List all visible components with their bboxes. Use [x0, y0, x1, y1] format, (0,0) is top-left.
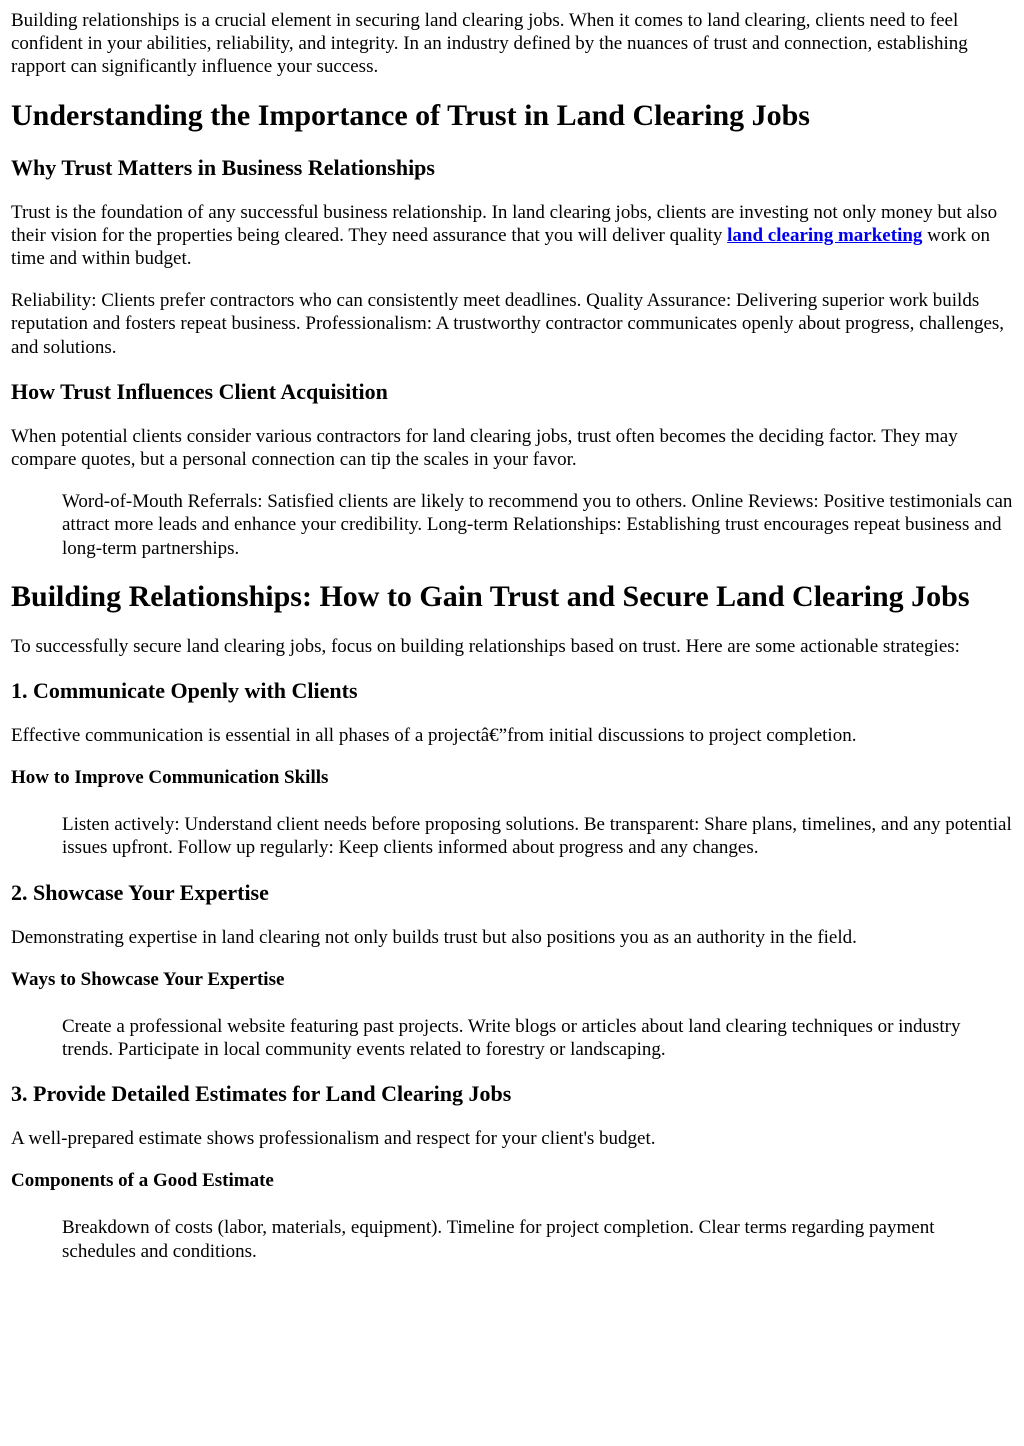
sub1-heading: Why Trust Matters in Business Relationships	[11, 154, 435, 180]
section2-intro-paragraph: To successfully secure land clearing jobs, focus on building relationships based on trust. Here are some actionable strategies:	[11, 635, 960, 657]
trust-paragraph-start: Trust is the foundation of any successful business relationship. In land clearing jobs, clients are investing not only money but also their vision for the properties being cleared. They need assurance that you will deliver quality	[11, 201, 998, 246]
step1-paragraph: Effective communication is essential in all phases of a projectâ€”from initial discussions to project completion.	[11, 725, 857, 747]
step3-subheading: Components of a Good Estimate	[11, 1170, 274, 1192]
step2-quote: Create a professional website featuring past projects. Write blogs or articles about land clearing techniques or industry trends. Participate in local community events related to forestry or landscaping.	[62, 1015, 961, 1061]
step2-paragraph: Demonstrating expertise in land clearing not only builds trust but also positions you as an authority in the field.	[11, 926, 857, 948]
trust-paragraph-end: work on time and within budget.	[11, 224, 990, 270]
step3-paragraph: A well-prepared estimate shows professionalism and respect for your client's budget.	[11, 1128, 656, 1150]
intro-paragraph: Building relationships is a crucial element in securing land clearing jobs. When it comes to land clearing, clients need to feel confident in your abilities, reliability, and integrity. In an industry defined by the nuances of trust and connection, establishing rapport can significantly influence your success.	[11, 10, 968, 78]
step3-heading: 3. Provide Detailed Estimates for Land Clearing Jobs	[11, 1081, 512, 1107]
land-clearing-marketing-link[interactable]: land clearing marketing	[727, 224, 923, 246]
section1-heading: Understanding the Importance of Trust in Land Clearing Jobs	[11, 98, 810, 132]
step1-quote: Listen actively: Understand client needs before proposing solutions. Be transparent: Share plans, timelines, and any potential issues upfront. Follow up regularly: Keep clients informed about progress and any changes.	[62, 814, 1012, 859]
step2-subheading: Ways to Showcase Your Expertise	[11, 968, 285, 990]
step1-heading: 1. Communicate Openly with Clients	[11, 678, 358, 704]
trust-paragraph	[11, 201, 1013, 271]
sub2-heading: How Trust Influences Client Acquisition	[11, 378, 388, 404]
step2-heading: 2. Showcase Your Expertise	[11, 879, 269, 905]
section2-heading: Building Relationships: How to Gain Trust and Secure Land Clearing Jobs	[11, 579, 970, 613]
referrals-quote: Word-of-Mouth Referrals: Satisfied clients are likely to recommend you to others. Online Reviews: Positive testimonials can attract more leads and enhance your credibility. Long-term Relationships: Establishing trust encourages repeat business and long-term partnerships.	[62, 491, 1013, 559]
client-acquisition-paragraph: When potential clients consider various contractors for land clearing jobs, trust often becomes the deciding factor. They may compare quotes, but a personal connection can tip the scales in your favor.	[11, 425, 958, 471]
step1-subheading: How to Improve Communication Skills	[11, 767, 329, 789]
reliability-paragraph: Reliability: Clients prefer contractors who can consistently meet deadlines. Quality Assurance: Delivering superior work builds reputation and fosters repeat business. Professionalism: A trustworthy contractor communicates openly about progress, challenges, and solutions.	[11, 290, 1005, 358]
step3-quote: Breakdown of costs (labor, materials, equipment). Timeline for project completion. Clear terms regarding payment schedules and conditions.	[62, 1217, 935, 1262]
